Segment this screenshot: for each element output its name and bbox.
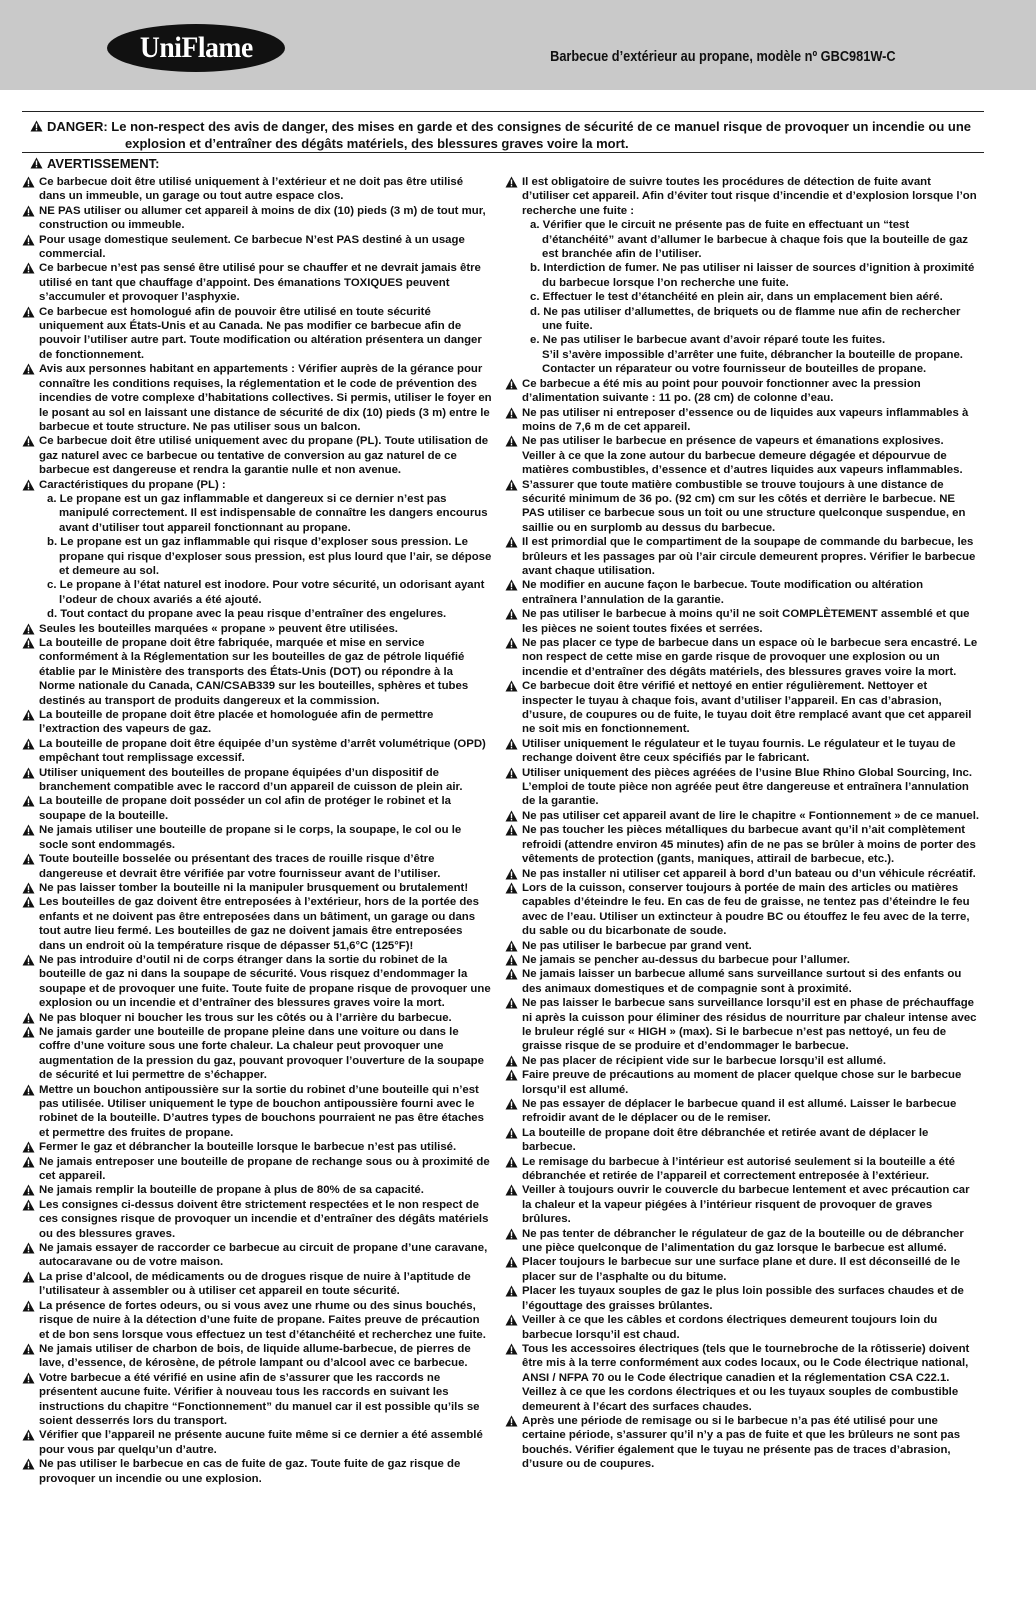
warning-item-text: Toute bouteille bosselée ou présentant des traces de rouille risque d’être dangereuse et devrait être vérifiée par votre fournisseur avant de l’utiliser.: [39, 853, 441, 880]
warning-triangle-icon: [22, 709, 35, 721]
warning-item-text: Ne jamais laisser un barbecue allumé sans surveillance surtout si des enfants ou des animaux domestiques et de compagnie sont à proximité.: [522, 968, 962, 995]
warning-triangle-icon: [22, 1343, 35, 1355]
left-column: [22, 175, 492, 1486]
warning-item-text: Faire preuve de précautions au moment de placer quelque chose sur le barbecue lorsqu’il est allumé.: [522, 1069, 962, 1096]
warning-item: [505, 1054, 980, 1068]
warning-item-text: c. Le propane à l’état naturel est inodore. Pour votre sécurité, un odorisant ayant l’odeur de choux avariés a été ajouté.: [47, 579, 485, 606]
warning-item-text: NE PAS utiliser ou allumer cet appareil à moins de dix (10) pieds (3 m) de tout mur, construction ou immeuble.: [39, 204, 486, 232]
warning-item-text: Ne pas utiliser cet appareil avant de lire le chapitre « Fontionnement » de ce manuel.: [522, 809, 980, 822]
warning-triangle-icon: [22, 1156, 35, 1168]
warning-triangle-icon: [22, 1141, 35, 1153]
warning-item: [505, 809, 980, 823]
warning-item-text: Ce barbecue est homologué afin de pouvoir être utilisé en toute sécurité uniquement aux États-Unis et au Canada. Ne pas modifier ce barbecue afin de pouvoir l’utiliser autre part. Toute modification ou altération présentera un danger de fonctionnement.: [39, 305, 482, 361]
warning-item-text: Ne pas essayer de déplacer le barbecue quand il est allumé. Laisser le barbecue refroidir avant de le déplacer ou de le remiser.: [522, 1098, 957, 1125]
warning-triangle-icon: [22, 1242, 35, 1254]
warning-item: [505, 953, 980, 967]
warning-item-text: Ne modifier en aucune façon le barbecue. Toute modification ou altération entraînera l’annulation de la garantie.: [522, 579, 924, 606]
warning-item-text: Votre barbecue a été vérifié en usine afin de s’assurer que les raccords ne présentent aucune fuite. Vérifier à nouveau tous les raccords en suivant les instructions du chapitre “Fonctionnement” du manuel car il est possible qu’ils se soient desserrés lors du transport.: [39, 1371, 480, 1427]
warning-triangle-icon: [22, 853, 35, 865]
warning-item-text: Ne pas introduire d’outil ni de corps étranger dans la sortie du robinet de la bouteille de gaz ni dans la soupape de sécurité. Vous risquez d’endommager la soupape et de provoquer une fuite. Toute fuite de propane risque de provoquer une explosion ou un incendie et d’entraîner des blessures graves voire la mort.: [39, 953, 491, 1010]
warning-item-text: Ne jamais garder une bouteille de propane pleine dans une voiture ou dans le coffre d’une voiture sous une forte chaleur. La chaleur peut provoquer une augmentation de la pression du gaz, pouvant provoquer l’ouverture de la soupape de sécurité et lui permettre de s’échapper.: [39, 1025, 484, 1082]
warning-triangle-icon: [505, 378, 518, 390]
warning-triangle-icon: [22, 1026, 35, 1038]
warning-subitem: [22, 535, 492, 578]
warning-item: [22, 766, 492, 795]
warning-item-text: Avis aux personnes habitant en appartements : Vérifier auprès de la gérance pour connaître les conditions requises, la réglementation et le code de prévention des incendies de votre complexe d’habitations collectives. Si permis, utiliser le foyer en le posant au sol en laissant une distance de sécurité de dix (10) pieds (3 m) entre le barbecue et toute structure. Ne pas utiliser sous un balcon.: [39, 363, 492, 433]
warning-item-text: d. Ne pas utiliser d’allumettes, de briquets ou de flamme nue afin de rechercher une fuite.: [530, 305, 961, 333]
warning-item-text: Ne pas utiliser le barbecue en cas de fuite de gaz. Toute fuite de gaz risque de provoquer un incendie ou une explosion.: [39, 1458, 461, 1485]
warning-item-text: Il est obligatoire de suivre toutes les procédures de détection de fuite avant d’utiliser cet appareil. Afin d’éviter tout risque d’incendie et d’explosion lorsque l’on recherche une fuite :: [522, 176, 977, 217]
divider-danger: [22, 152, 984, 153]
warning-triangle-icon: [505, 1098, 518, 1110]
warning-item-text: d. Tout contact du propane avec la peau risque d’entraîner des engelures.: [47, 608, 447, 621]
warning-triangle-icon: [22, 637, 35, 649]
warning-item: [505, 867, 980, 881]
warning-item: [22, 636, 492, 708]
warning-triangle-icon: [505, 1055, 518, 1067]
warning-triangle-icon: [505, 579, 518, 591]
warning-item-text: Veiller à toujours ouvrir le couvercle du barbecue lentement et avec précaution car la chaleur et la vapeur piégées à l’intérieur risquent de provoquer de graves brûlures.: [522, 1184, 970, 1226]
warning-item: [505, 766, 980, 809]
warning-item-text: Les bouteilles de gaz doivent être entreposées à l’extérieur, hors de la portée des enfants et ne doivent pas être entreposées dans un bâtiment, un garage ou dans tout autre lieu fermé. Les bouteilles de gaz ne doivent jamais être entreposées dans un endroit où la température risque de dépasser 51,6°C (125°F)!: [39, 896, 479, 952]
warning-item: [505, 967, 980, 996]
warning-item-text: Lors de la cuisson, conserver toujours à portée de main des articles ou matières capables d’éteindre le feu. En cas de feu de graisse, ne tentez pas d’éteindre le feu avec de l’eau. Utiliser un extincteur à poudre BC ou étouffez le feu avec de la terre, du sable ou du bicarbonate de soude.: [522, 881, 970, 938]
warning-item: [505, 406, 980, 435]
warning-item-text: Mettre un bouchon antipoussière sur la sortie du robinet d’une bouteille qui n’est pas utilisée. Utiliser uniquement le type de bouchon antipoussière fourni avec le robinet de la bouteille. D’autres types de bouchons pourraient ne pas être étaches et permettre des fruites de propane.: [39, 1083, 484, 1139]
warning-item-text: La bouteille de propane doit être placée et homologuée afin de permettre l’extraction des vapeurs de gaz.: [39, 709, 434, 736]
warning-item-text: Ne pas utiliser ni entreposer d’essence ou de liquides aux vapeurs inflammables à moins de 7,6 m de cet appareil.: [522, 406, 969, 433]
warning-triangle-icon: [30, 157, 43, 169]
warning-triangle-icon: [22, 738, 35, 750]
warning-item-text: Les consignes ci-dessus doivent être strictement respectées et le non respect de ces consignes risque de provoquer un incendie et d’entraîner des dégâts matériels ou des blessures graves.: [39, 1198, 489, 1240]
warning-triangle-icon: [505, 536, 518, 548]
warning-item-text: Caractéristiques du propane (PL) :: [39, 478, 226, 491]
warning-triangle-icon: [22, 896, 35, 908]
warning-triangle-icon: [505, 1256, 518, 1268]
warning-triangle-icon: [30, 120, 43, 132]
logo-text: UniFlame: [139, 31, 253, 64]
warning-triangle-icon: [22, 1184, 35, 1196]
warning-item: [22, 953, 492, 1011]
warning-triangle-icon: [505, 954, 518, 966]
warning-triangle-icon: [505, 1127, 518, 1139]
warning-item: [22, 1299, 492, 1342]
warning-item-text: b. Interdiction de fumer. Ne pas utiliser ni laisser de sources d’ignition à proximité du barbecue lorsque l’on recherche une fuite.: [530, 262, 975, 289]
page-header: [0, 0, 1036, 90]
warning-item: [22, 852, 492, 881]
warning-subitem: [22, 578, 492, 607]
warning-item-text: a. Le propane est un gaz inflammable et dangereux si ce dernier n’est pas manipulé correctement. Il est indispensable de connaître les dangers encourus avant d’utiliser tout appareil fonctionnant au propane.: [47, 492, 488, 534]
warning-item-text: Ne jamais remplir la bouteille de propane à plus de 80% de sa capacité.: [39, 1184, 424, 1197]
warning-item-text: Il est primordial que le compartiment de la soupape de commande du barbecue, les brûleurs et les passages par où l’air circule demeurent propres. Vérifier le barbecue avant chaque utilisation.: [522, 536, 976, 577]
warning-triangle-icon: [22, 479, 35, 491]
warning-item: [22, 233, 492, 262]
warning-item: [505, 578, 980, 607]
warning-triangle-icon: [505, 968, 518, 980]
warning-triangle-icon: [505, 882, 518, 894]
warning-triangle-icon: [505, 1228, 518, 1240]
warning-heading: [30, 156, 159, 171]
warning-triangle-icon: [505, 1184, 518, 1196]
warning-item: [22, 1140, 492, 1154]
danger-notice: [30, 118, 980, 152]
warning-item: [505, 1313, 980, 1342]
warning-triangle-icon: [505, 997, 518, 1009]
warning-item: [22, 1198, 492, 1241]
warning-item: [505, 1126, 980, 1155]
danger-text-line2: explosion et d’entraîner des dégâts matériels, des blessures graves voire la mort.: [125, 136, 629, 151]
warning-triangle-icon: [22, 623, 35, 635]
warning-triangle-icon: [505, 176, 518, 188]
warning-item-text: La bouteille de propane doit être équipée d’un système d’arrêt volumétrique (OPD) empêchant tout remplissage excessif.: [39, 737, 486, 765]
warning-item-text: Fermer le gaz et débrancher la bouteille lorsque le barbecue n’est pas utilisé.: [39, 1141, 457, 1154]
warning-triangle-icon: [505, 1314, 518, 1326]
warning-item-text: Ne pas laisser le barbecue sans surveillance lorsqu’il est en phase de préchauffage ni après la cuisson pour éliminer des résidus de nourriture par chaleur intense avec le bruleur réglé sur « HIGH » (max). Si le barbecue n’est pas nettoyé, un feu de graisse risque de se produire et d’endommager le barbecue.: [522, 997, 977, 1053]
warning-item-text: Utiliser uniquement des pièces agréées de l’usine Blue Rhino Global Sourcing, Inc. L’emploi de toute pièce non agréée peut être dangereuse et entraînera l’annulation de la garantie.: [522, 766, 973, 808]
warning-triangle-icon: [505, 868, 518, 880]
warning-item: [22, 261, 492, 304]
warning-item: [505, 1155, 980, 1184]
warning-subitem: [505, 261, 980, 290]
warning-item: [505, 1068, 980, 1097]
warning-triangle-icon: [22, 435, 35, 447]
warning-item: [22, 622, 492, 636]
warning-item: [22, 1371, 492, 1429]
warning-item: [505, 434, 980, 477]
warning-heading-text: AVERTISSEMENT:: [47, 156, 160, 171]
warning-item-text: Ne jamais se pencher au-dessus du barbecue pour l’allumer.: [522, 953, 850, 966]
warning-triangle-icon: [22, 205, 35, 217]
warning-item: [505, 175, 980, 218]
warning-item: [22, 1457, 492, 1486]
warning-triangle-icon: [505, 479, 518, 491]
warning-triangle-icon: [505, 1285, 518, 1297]
warning-subitem: [22, 492, 492, 535]
warning-item-text: Ne pas toucher les pièces métalliques du barbecue avant qu’il n’ait complètement refroidi (attendre environ 45 minutes) afin de ne pas se brûler à moins de porter des vêtements de protection (gants, maniques, attirail de barbecue, etc.).: [522, 824, 976, 866]
warning-item: [22, 362, 492, 434]
danger-text-line1: Le non-respect des avis de danger, des mises en garde et des consignes de sécurité de ce manuel risque de provoquer un incendie ou une: [111, 119, 972, 134]
warning-item: [505, 636, 980, 679]
warning-item-text: Ne jamais utiliser une bouteille de propane si le corps, la soupape, le col ou le socle sont endommagés.: [39, 824, 462, 851]
warning-item-text: Ne pas utiliser le barbecue en présence de vapeurs et émanations explosives. Veiller à ce que la zone autour du barbecue demeure dégagée et dépourvue de matières combustibles, d’essence et d’autres liquides aux vapeurs inflammables.: [522, 435, 963, 477]
warning-item: [22, 1183, 492, 1197]
warning-item: [22, 434, 492, 477]
warning-item-text: La bouteille de propane doit être fabriquée, marquée et mise en service conformément à la Réglementation sur les bouteilles de gaz de pétrole liquéfié établie par le Ministère des transports des États-Unis (DOT) ou répondre à la Norme nationale du Canada, CAN/CSAB339 sur les bouteilles, sphères et tubes destinés au transport de produits dangereux et la commission.: [39, 637, 469, 707]
warning-item: [505, 377, 980, 406]
warning-triangle-icon: [22, 1084, 35, 1096]
warning-item-text: Ne jamais essayer de raccorder ce barbecue au circuit de propane d’une caravane, autocaravane ou de votre maison.: [39, 1242, 488, 1269]
warning-triangle-icon: [22, 954, 35, 966]
warning-item-text: Placer les tuyaux souples de gaz le plus loin possible des surfaces chaudes et de l’égouttage des graisses brûlantes.: [522, 1285, 964, 1312]
warning-item-text: Seules les bouteilles marquées « propane » peuvent être utilisées.: [39, 622, 398, 635]
warning-item: [22, 1428, 492, 1457]
warning-triangle-icon: [505, 608, 518, 620]
warning-item: [22, 175, 492, 204]
warning-triangle-icon: [505, 435, 518, 447]
warning-item-text: Ce barbecue a été mis au point pour pouvoir fonctionner avec la pression d’alimentation suivante : 11 po. (28 cm) de colonne d’eau.: [522, 377, 921, 405]
warning-item: [505, 823, 980, 866]
warning-item-text: Après une période de remisage ou si le barbecue n’a pas été utilisé pour une certaine période, s’assurer qu’il n’y a pas de fuite et que les brûleurs ne sont pas bouchés. Vérifier également que le tuyau ne présente pas de traces d’abrasion, d’usure ou de coupures.: [522, 1414, 961, 1471]
warning-item-text: Ce barbecue n’est pas sensé être utilisé pour se chauffer et ne devrait jamais être utilisé en tant que chauffage d’appoint. Des émanations TOXIQUES peuvent s’accumuler et provoquer l’asphyxie.: [39, 262, 481, 304]
warning-triangle-icon: [22, 363, 35, 375]
warning-item-text: S’il s’avère impossible d’arrêter une fuite, débrancher la bouteille de propane. Contacter un réparateur ou votre fournisseur de bouteilles de propane.: [542, 348, 963, 376]
warning-triangle-icon: [505, 1343, 518, 1355]
warning-triangle-icon: [505, 1415, 518, 1427]
warning-item-text: Utiliser uniquement des bouteilles de propane équipées d’un dispositif de branchement compatible avec le raccord d’un appareil de cuisson de plein air.: [39, 766, 463, 794]
warning-triangle-icon: [505, 824, 518, 836]
warning-item-text: Ne pas utiliser le barbecue à moins qu’il ne soit COMPLÈTEMENT assemblé et que les pièces ne soient toutes fixées et serrées.: [522, 608, 970, 635]
warning-triangle-icon: [22, 795, 35, 807]
warning-item-text: Ne pas laisser tomber la bouteille ni la manipuler brusquement ou brutalement!: [39, 881, 469, 894]
warning-item-text: Veiller à ce que les câbles et cordons électriques demeurent toujours loin du barbecue lorsqu’il est chaud.: [522, 1314, 938, 1341]
warning-triangle-icon: [22, 1300, 35, 1312]
warning-triangle-icon: [505, 1156, 518, 1168]
warning-item-text: La présence de fortes odeurs, ou si vous avez une rhume ou des sinus bouchés, risque de nuire à la détection d’une fuite de propane. Faites preuve de précaution et de bon sens lorsque vous effectuez un test d’étanchéité et recherchez une fuite.: [39, 1299, 486, 1341]
warning-item-text: Ce barbecue doit être vérifié et nettoyé en entier régulièrement. Nettoyer et inspecter le tuyau à chaque fois, avant d’utiliser l’appareil. En cas d’abrasion, d’usure, de coupures ou de fuite, le tuyau doit être remplacé avant que cet appareil ne soit mis en fonctionnement.: [522, 680, 972, 736]
warning-subitem: [505, 218, 980, 261]
warning-item-text: Ce barbecue doit être utilisé uniquement à l’extérieur et ne doit pas être utilisé dans un immeuble, un garage ou tout autre espace clos.: [39, 176, 464, 203]
warning-item-text: Ne jamais utiliser de charbon de bois, de liquide allume-barbecue, de pierres de lave, d’essence, de kérosène, de pétrole lampant ou d’alcool avec ce barbecue.: [39, 1342, 471, 1370]
warning-item-text: b. Le propane est un gaz inflammable qui risque d’exploser sous pression. Le propane qui risque d’exploser sous pression, est plus lourd que l’air, se dépose et demeure au sol.: [47, 536, 492, 577]
warning-item-text: Ne jamais entreposer une bouteille de propane de rechange sous ou à proximité de cet appareil.: [39, 1155, 490, 1183]
warning-triangle-icon: [22, 234, 35, 246]
warning-triangle-icon: [22, 262, 35, 274]
divider-top: [22, 111, 984, 112]
warning-item: [505, 1414, 980, 1472]
warning-item: [22, 895, 492, 953]
warning-triangle-icon: [505, 940, 518, 952]
warning-subitem: [22, 607, 492, 621]
warning-item: [22, 1025, 492, 1083]
warning-item: [505, 1342, 980, 1414]
warning-triangle-icon: [22, 306, 35, 318]
warning-item: [505, 679, 980, 737]
warning-item: [22, 1342, 492, 1371]
warning-item-text: Ne pas tenter de débrancher le régulateur de gaz de la bouteille ou de débrancher une pièce quelconque de l’alimentation du gaz lorsque le barbecue est allumé.: [522, 1227, 964, 1255]
warning-item-text: a. Vérifier que le circuit ne présente pas de fuite en effectuant un “test d’étanchéité” avant d’allumer le barbecue à chaque fois que la bouteille de gaz est branchée afin de l’utiliser.: [530, 219, 969, 261]
warning-triangle-icon: [505, 637, 518, 649]
warning-item: [505, 1227, 980, 1256]
warning-triangle-icon: [22, 176, 35, 188]
danger-label: DANGER:: [47, 119, 108, 134]
warning-item: [22, 305, 492, 363]
warning-item: [505, 996, 980, 1054]
warning-item: [505, 939, 980, 953]
warning-item-text: Le remisage du barbecue à l’intérieur est autorisé seulement si la bouteille a été débranchée et retirée de l’appareil et correctement entreposée à l’extérieur.: [522, 1155, 956, 1183]
warning-subitem: [505, 290, 980, 304]
warning-triangle-icon: [22, 1012, 35, 1024]
right-column: [505, 175, 980, 1472]
warning-item-text: Ne pas bloquer ni boucher les trous sur les côtés ou à l’arrière du barbecue.: [39, 1011, 452, 1024]
warning-item-text: e. Ne pas utiliser le barbecue avant d’avoir réparé toute les fuites.: [530, 334, 886, 347]
warning-triangle-icon: [505, 1069, 518, 1081]
warning-triangle-icon: [22, 824, 35, 836]
warning-item: [505, 607, 980, 636]
warning-subitem: [505, 333, 980, 347]
warning-triangle-icon: [505, 738, 518, 750]
warning-item-text: Pour usage domestique seulement. Ce barbecue N’est PAS destiné à un usage commercial.: [39, 233, 465, 261]
warning-item-text: Vérifier que l’appareil ne présente aucune fuite même si ce dernier a été assemblé pour vous par quelqu’un d’autre.: [39, 1429, 483, 1456]
warning-item: [22, 823, 492, 852]
warning-item: [505, 478, 980, 536]
warning-subitem: [505, 305, 980, 334]
warning-triangle-icon: [22, 1458, 35, 1470]
warning-item-text: Placer toujours le barbecue sur une surface plane et dure. Il est déconseillé de le placer sur de l’asphalte ou du bitume.: [522, 1256, 961, 1283]
warning-item: [505, 1183, 980, 1226]
warning-triangle-icon: [505, 810, 518, 822]
warning-item: [22, 1241, 492, 1270]
warning-item: [22, 1155, 492, 1184]
warning-item-text: Ce barbecue doit être utilisé uniquement avec du propane (PL). Toute utilisation de gaz naturel avec ce barbecue ou tentative de conversion au gaz naturel de ce barbecue est dangereuse et rendra la garantie nulle et non avenue.: [39, 435, 489, 477]
document-title: Barbecue d’extérieur au propane, modèle nº GBC981W-C: [550, 49, 896, 65]
warning-item: [505, 1097, 980, 1126]
warning-item: [22, 1270, 492, 1299]
warning-triangle-icon: [22, 767, 35, 779]
warning-item-text: La bouteille de propane doit être débranchée et retirée avant de déplacer le barbecue.: [522, 1126, 929, 1154]
warning-triangle-icon: [505, 407, 518, 419]
warning-triangle-icon: [505, 680, 518, 692]
warning-item-text: S’assurer que toute matière combustible se trouve toujours à une distance de sécurité minimum de 36 po. (92 cm) cm sur les côtés et derrière le barbecue. NE PAS utiliser ce barbecue sous un toit ou une structure quelconque suspendue, en saillie ou en surplomb au dessus du barbecue.: [522, 478, 966, 534]
warning-item: [505, 737, 980, 766]
warning-item: [22, 737, 492, 766]
warning-item: [22, 1083, 492, 1141]
warning-item: [505, 1284, 980, 1313]
warning-item: [505, 535, 980, 578]
warning-item-text: Utiliser uniquement le régulateur et le tuyau fournis. Le régulateur et le tuyau de rechange doivent être ceux spécifiés par le fabricant.: [522, 737, 956, 765]
warning-item: [22, 708, 492, 737]
warning-item-text: Ne pas utiliser le barbecue par grand vent.: [522, 939, 752, 952]
warning-item-text: Ne pas installer ni utiliser cet appareil à bord d’un bateau ou d’un véhicule récréatif.: [522, 867, 976, 880]
warning-item-text: La bouteille de propane doit posséder un col afin de protéger le robinet et la soupape de la bouteille.: [39, 795, 452, 822]
warning-subitem: [505, 348, 980, 377]
warning-item: [22, 204, 492, 233]
warning-triangle-icon: [22, 1271, 35, 1283]
warning-item: [22, 478, 492, 492]
warning-triangle-icon: [22, 1429, 35, 1441]
warning-item: [22, 794, 492, 823]
warning-item-text: Ne pas placer de récipient vide sur le barbecue lorsqu’il est allumé.: [522, 1054, 887, 1067]
warning-item-text: Tous les accessoires électriques (tels que le tournebroche de la rôtisserie) doivent être mis à la terre conformément aux codes locaux, ou le Code électrique national, ANSI / NFPA 70 ou le Code électrique canadien et la réglementation CSA C22.1. Veillez à ce que les cordons électriques et ou les tuyaux souples de combustible demeurent à l’écart des surfaces chaudes.: [522, 1342, 970, 1413]
warning-triangle-icon: [22, 1199, 35, 1211]
warning-triangle-icon: [22, 882, 35, 894]
warning-triangle-icon: [505, 767, 518, 779]
warning-item-text: c. Effectuer le test d’étanchéité en plein air, dans un emplacement bien aéré.: [530, 291, 943, 304]
warning-item: [22, 881, 492, 895]
uniflame-logo: [107, 24, 285, 72]
warning-item: [505, 1255, 980, 1284]
warning-item: [22, 1011, 492, 1025]
warning-item-text: La prise d’alcool, de médicaments ou de drogues risque de nuire à l’aptitude de l’utilisateur à assembler ou à utiliser cet appareil en toute sécurité.: [39, 1270, 471, 1298]
warning-triangle-icon: [22, 1372, 35, 1384]
warning-item: [505, 881, 980, 939]
warning-item-text: Ne pas placer ce type de barbecue dans un espace où le barbecue sera encastré. Le non respect de cette mise en garde risque de provoquer une explosion ou un incendie et d’entraîner des dégâts matériels, des blessures graves voire la mort.: [522, 637, 978, 678]
